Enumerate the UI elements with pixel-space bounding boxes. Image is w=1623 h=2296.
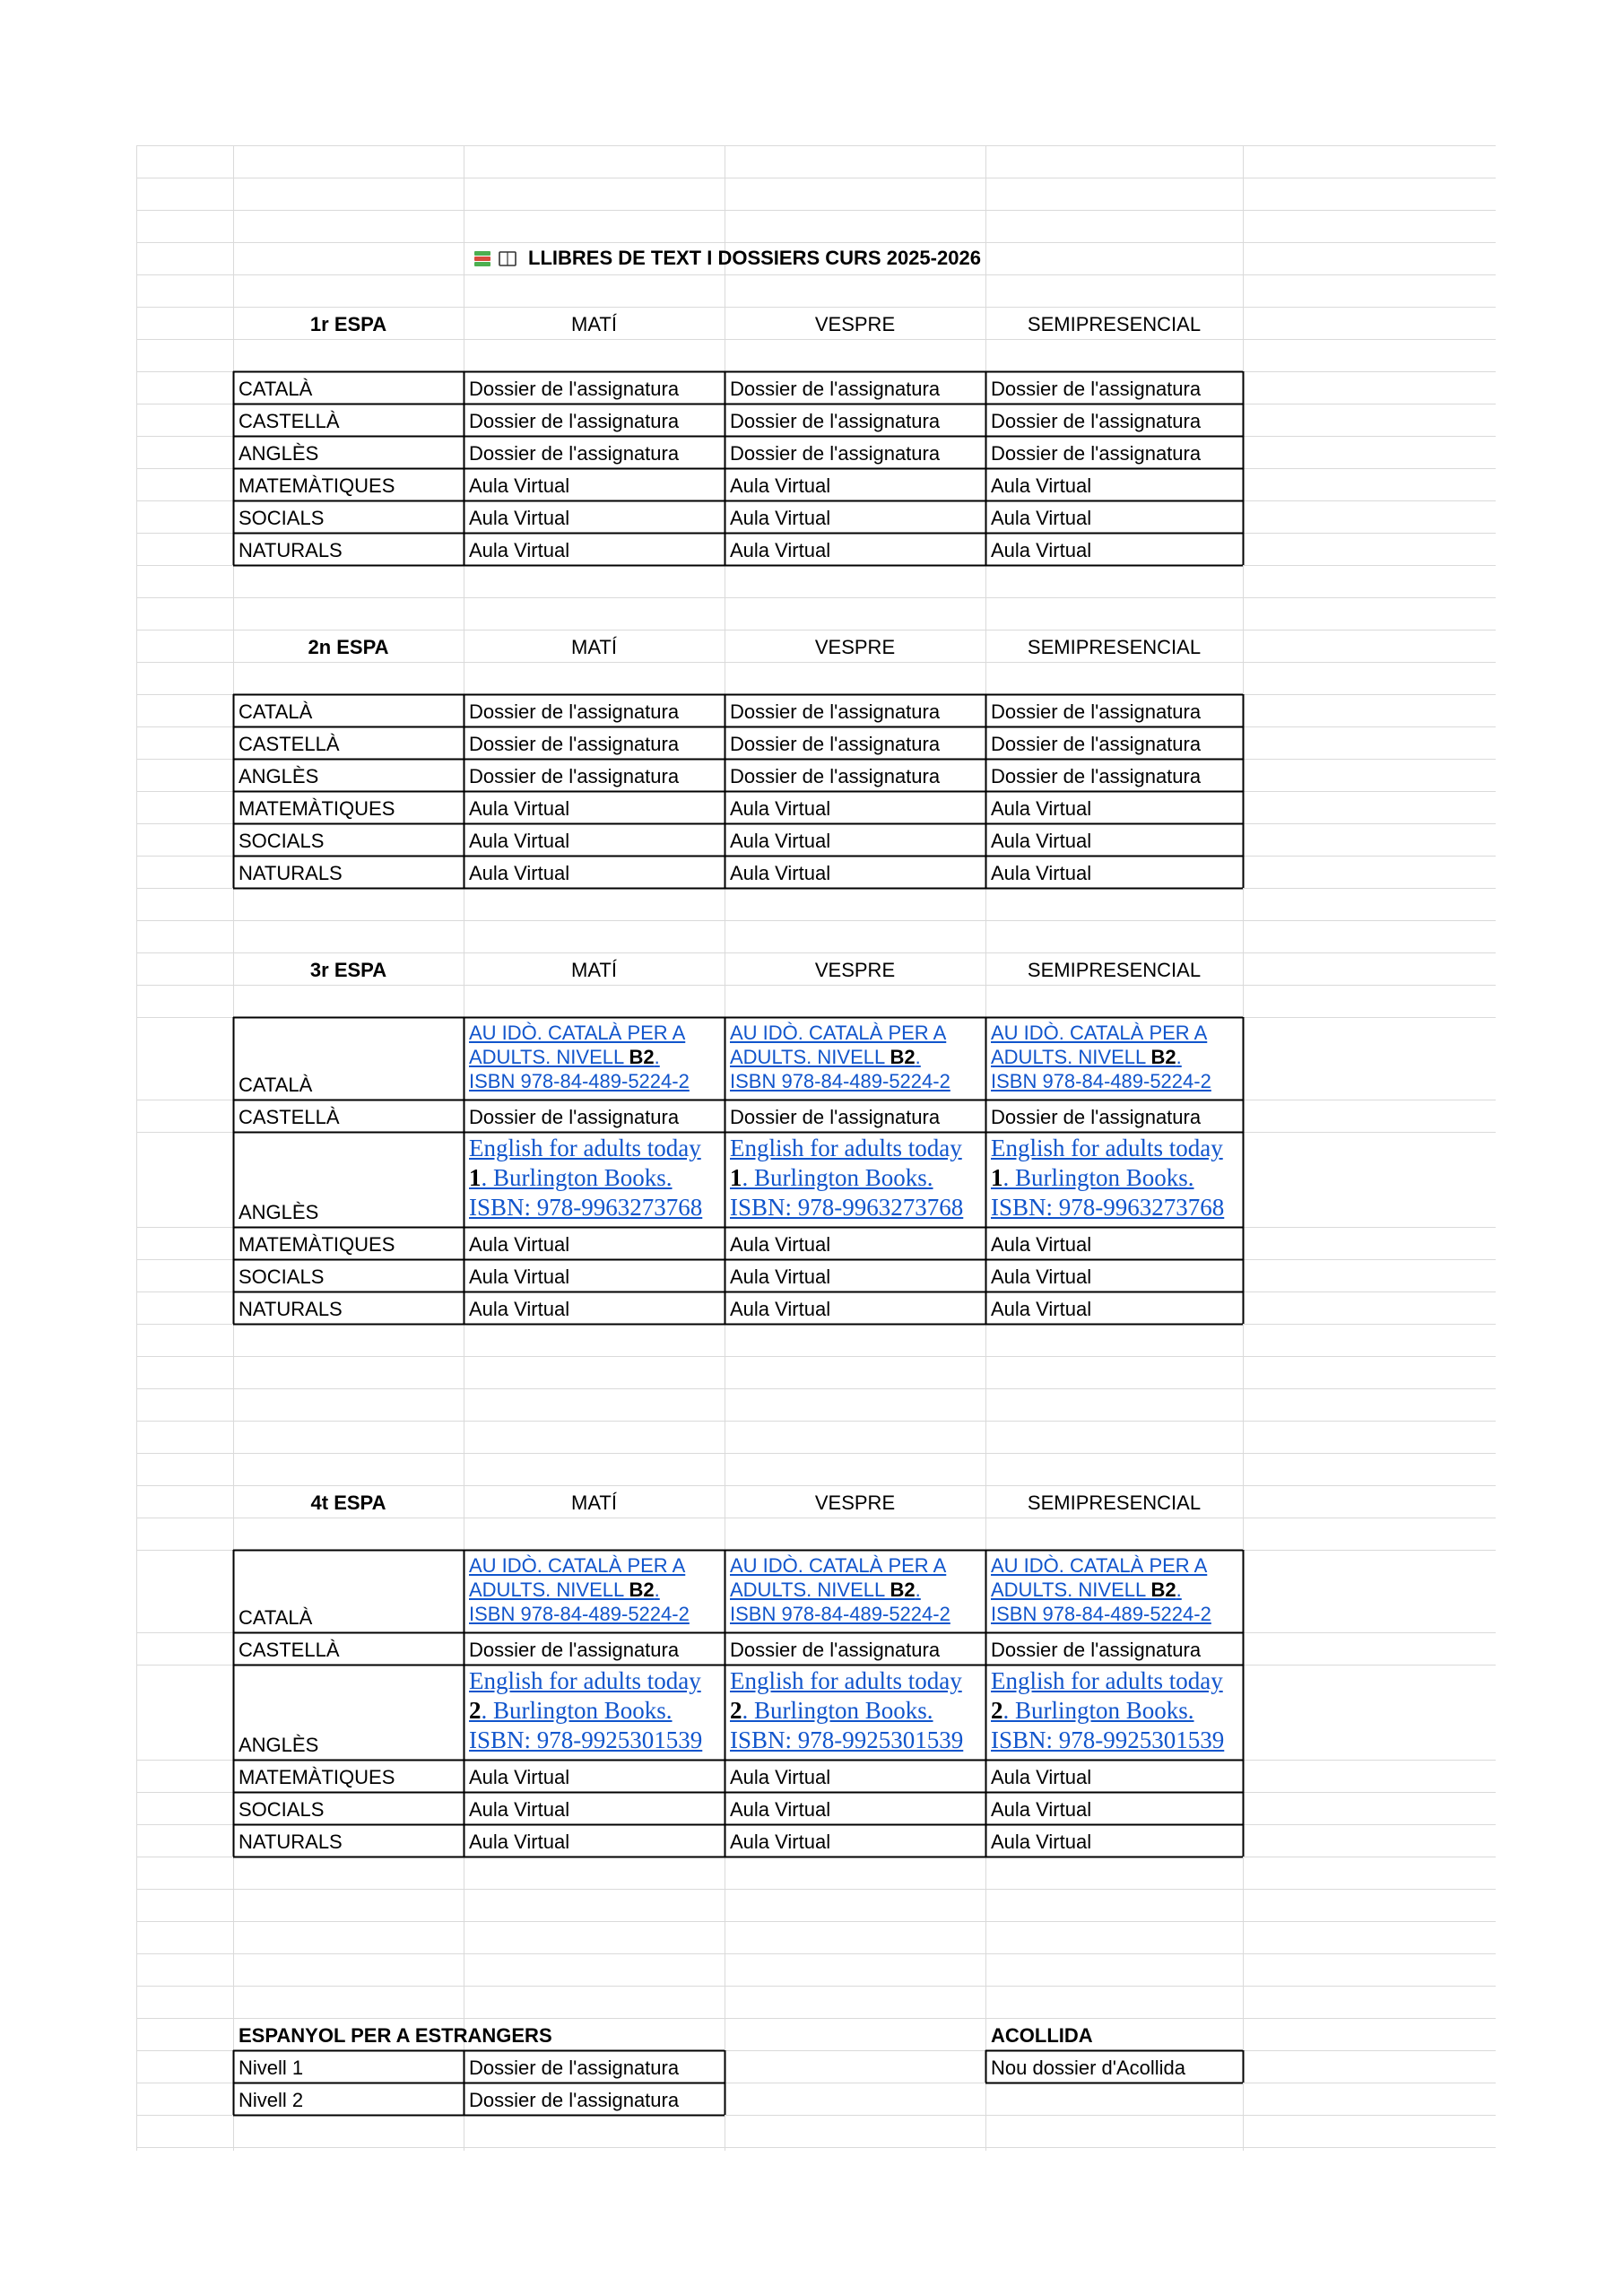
subject-label-text: NATURALS [239,1831,343,1853]
book-title-line: English for adults today [991,1135,1223,1161]
catala-book-link[interactable] [730,1021,984,1093]
column-header-vespre [725,952,985,985]
material-cell-text: Dossier de l'assignatura [991,378,1202,400]
material-cell-text: Aula Virtual [730,1798,831,1821]
material-cell [725,759,985,791]
column-header-semipresencial-text: SEMIPRESENCIAL [1027,1492,1202,1514]
material-cell-text: Aula Virtual [991,507,1092,529]
material-cell [725,404,985,436]
material-cell [464,2083,725,2115]
material-cell-text: Aula Virtual [469,474,570,497]
material-cell [985,1292,1243,1324]
material-cell [464,500,725,533]
material-cell [725,1227,985,1259]
material-cell [725,823,985,856]
material-cell-text: Aula Virtual [469,1798,570,1821]
acollida-cell [985,2050,1243,2083]
book-isbn-line: ISBN: 978-9925301539 [991,1726,1225,1753]
book-level-line: 2. Burlington Books. [991,1697,1194,1724]
material-cell [985,404,1243,436]
column-header-mati-text: MATÍ [571,636,617,658]
subject-label-text: SOCIALS [239,507,325,529]
book-title-line: AU IDÒ. CATALÀ PER A [730,1554,947,1577]
angles-book-link[interactable] [991,1134,1243,1222]
book-level-line: 1. Burlington Books. [469,1164,673,1191]
level-label-text: Nivell 2 [239,2089,304,2111]
material-cell [985,1227,1243,1259]
catala-book-link[interactable] [469,1553,723,1626]
subject-label-text: CATALÀ [239,700,313,723]
book-title-line: English for adults today [991,1667,1223,1694]
book-title-line: English for adults today [730,1667,962,1694]
section-title [233,630,464,662]
material-cell [464,759,725,791]
book-isbn-line: ISBN 978-84-489-5224-2 [730,1070,950,1092]
book-title-line: AU IDÒ. CATALÀ PER A [469,1022,686,1044]
material-cell [464,1292,725,1324]
material-cell [464,856,725,888]
material-cell [985,823,1243,856]
material-cell-text: Aula Virtual [730,830,831,852]
material-cell-text: Dossier de l'assignatura [469,765,680,787]
material-cell-text: Aula Virtual [469,830,570,852]
column-header-vespre-text: VESPRE [814,313,896,335]
subject-label-text: MATEMÀTIQUES [239,797,395,820]
book-title-line: English for adults today [469,1667,701,1694]
material-cell-text: Dossier de l'assignatura [469,700,680,723]
page-title [473,242,981,274]
column-header-mati-text: MATÍ [571,313,617,335]
subject-label-text: MATEMÀTIQUES [239,474,395,497]
material-cell-text: Aula Virtual [730,474,831,497]
book-isbn-line: ISBN 978-84-489-5224-2 [469,1603,690,1625]
material-cell-text: Dossier de l'assignatura [469,1639,680,1661]
catala-book-link[interactable] [469,1021,723,1093]
material-cell-text: Dossier de l'assignatura [991,1639,1202,1661]
book-isbn-line: ISBN: 978-9925301539 [730,1726,964,1753]
book-level-line: ADULTS. NIVELL B2. [991,1046,1182,1068]
espanyol-title-text: ESPANYOL PER A ESTRANGERS [239,2024,552,2047]
material-cell [725,533,985,565]
subject-label-text: CASTELLÀ [239,733,340,755]
subject-label [233,533,464,565]
material-cell-text: Aula Virtual [991,1831,1092,1853]
material-cell [464,533,725,565]
subject-label [233,856,464,888]
subject-label [233,1665,464,1760]
book-isbn-line: ISBN 978-84-489-5224-2 [730,1603,950,1625]
material-cell [985,371,1243,404]
material-cell-text: Aula Virtual [991,862,1092,884]
acollida-title [985,2018,1243,2050]
material-cell-text: Aula Virtual [469,797,570,820]
material-cell [725,1100,985,1132]
material-cell [725,856,985,888]
material-cell-text: Aula Virtual [730,862,831,884]
section-title-text: 1r ESPA [309,313,387,335]
section-title [233,1485,464,1518]
material-cell-text: Dossier de l'assignatura [730,733,941,755]
material-cell [985,1760,1243,1792]
material-cell [725,694,985,726]
material-cell-text: Aula Virtual [730,1298,831,1320]
subject-label-text: CASTELLÀ [239,1106,340,1128]
material-cell [985,1259,1243,1292]
subject-label [233,791,464,823]
column-header-mati-text: MATÍ [571,1492,617,1514]
subject-label [233,1259,464,1292]
subject-label-text: NATURALS [239,862,343,884]
material-cell-text: Dossier de l'assignatura [730,765,941,787]
subject-label [233,759,464,791]
book-title-line: AU IDÒ. CATALÀ PER A [991,1022,1208,1044]
book-isbn-line: ISBN: 978-9963273768 [469,1194,703,1221]
material-cell [464,468,725,500]
subject-label [233,1292,464,1324]
material-cell-text: Aula Virtual [991,1798,1092,1821]
section-title-text: 3r ESPA [309,959,387,981]
material-cell-text: Aula Virtual [469,1265,570,1288]
book-level-line: 1. Burlington Books. [991,1164,1194,1191]
material-cell-text: Aula Virtual [469,1298,570,1320]
material-cell [725,436,985,468]
subject-label-text: ANGLÈS [239,765,319,787]
material-cell-text: Aula Virtual [730,1831,831,1853]
book-title-line: English for adults today [469,1135,701,1161]
catala-book-link[interactable] [730,1553,984,1626]
material-cell [725,371,985,404]
material-cell-text: Aula Virtual [730,1265,831,1288]
material-cell [725,1760,985,1792]
level-label [233,2083,464,2115]
material-cell-text: Aula Virtual [730,507,831,529]
subject-label [233,1792,464,1824]
material-cell [725,1292,985,1324]
subject-label-text: MATEMÀTIQUES [239,1766,395,1788]
material-cell-text: Aula Virtual [469,862,570,884]
column-header-vespre [725,1485,985,1518]
section-title-text: 4t ESPA [310,1492,386,1514]
angles-book-link[interactable] [469,1666,725,1755]
material-cell [725,726,985,759]
material-cell-text: Dossier de l'assignatura [730,378,941,400]
material-cell-text: Dossier de l'assignatura [469,378,680,400]
column-header-semipresencial [985,1485,1243,1518]
material-cell [725,1632,985,1665]
subject-label-text: NATURALS [239,1298,343,1320]
material-cell [985,726,1243,759]
material-cell [985,500,1243,533]
material-cell [725,791,985,823]
angles-book-link[interactable] [991,1666,1243,1755]
subject-label-text: CATALÀ [239,378,313,400]
book-isbn-line: ISBN 978-84-489-5224-2 [991,1603,1211,1625]
acollida-title-text: ACOLLIDA [991,2024,1093,2047]
column-header-semipresencial-text: SEMIPRESENCIAL [1027,959,1202,981]
subject-label-text: ANGLÈS [239,1734,319,1756]
column-header-vespre [725,630,985,662]
material-cell-text: Dossier de l'assignatura [991,733,1202,755]
subject-label-text: SOCIALS [239,830,325,852]
material-cell [464,371,725,404]
column-header-vespre-text: VESPRE [814,1492,896,1514]
material-cell [464,1792,725,1824]
material-cell [464,1100,725,1132]
open-book-icon [498,248,517,268]
material-cell-text: Aula Virtual [469,539,570,561]
column-header-vespre-text: VESPRE [814,959,896,981]
column-header-mati [464,1485,725,1518]
book-isbn-line: ISBN 978-84-489-5224-2 [469,1070,690,1092]
material-cell-text: Aula Virtual [991,1265,1092,1288]
column-header-mati [464,307,725,339]
subject-label [233,1760,464,1792]
subject-label-text: CASTELLÀ [239,410,340,432]
angles-book-link[interactable] [730,1134,985,1222]
angles-book-link[interactable] [469,1134,725,1222]
book-level-line: 2. Burlington Books. [469,1697,673,1724]
material-cell-text: Aula Virtual [730,1233,831,1256]
material-cell-text: Aula Virtual [991,1298,1092,1320]
material-cell [985,694,1243,726]
material-cell-text: Dossier de l'assignatura [991,410,1202,432]
book-level-line: ADULTS. NIVELL B2. [469,1046,660,1068]
column-header-vespre [725,307,985,339]
spreadsheet [136,145,1496,2151]
column-header-semipresencial [985,307,1243,339]
book-title-line: AU IDÒ. CATALÀ PER A [469,1554,686,1577]
material-cell-text: Dossier de l'assignatura [730,1106,941,1128]
column-header-vespre-text: VESPRE [814,636,896,658]
subject-label [233,726,464,759]
book-level-line: ADULTS. NIVELL B2. [730,1046,921,1068]
material-cell [985,1100,1243,1132]
page-title-text: LLIBRES DE TEXT I DOSSIERS CURS 2025-2026 [528,247,981,269]
material-cell [985,1632,1243,1665]
material-cell [464,791,725,823]
material-cell-text: Dossier de l'assignatura [469,442,680,465]
material-cell-text: Dossier de l'assignatura [469,410,680,432]
material-cell [725,500,985,533]
subject-label-text: NATURALS [239,539,343,561]
subject-label [233,1824,464,1857]
subject-label [233,1550,464,1632]
book-isbn-line: ISBN: 978-9963273768 [730,1194,964,1221]
angles-book-link[interactable] [730,1666,985,1755]
subject-label [233,823,464,856]
subject-label-text: CATALÀ [239,1606,313,1629]
material-cell-text: Dossier de l'assignatura [991,765,1202,787]
subject-label-text: SOCIALS [239,1265,325,1288]
material-cell [464,1227,725,1259]
subject-label [233,436,464,468]
material-cell-text: Aula Virtual [730,797,831,820]
material-cell-text: Dossier de l'assignatura [730,1639,941,1661]
material-cell [985,856,1243,888]
material-cell-text: Aula Virtual [469,1766,570,1788]
material-cell [985,533,1243,565]
column-header-semipresencial-text: SEMIPRESENCIAL [1027,313,1202,335]
material-cell-text: Aula Virtual [991,830,1092,852]
material-cell [725,1792,985,1824]
books-icon [473,248,492,268]
level-label [233,2050,464,2083]
material-cell-text: Dossier de l'assignatura [730,442,941,465]
material-cell [985,468,1243,500]
material-cell-text: Dossier de l'assignatura [469,2057,680,2079]
material-cell-text: Dossier de l'assignatura [469,733,680,755]
catala-book-link[interactable] [991,1021,1241,1093]
subject-label-text: SOCIALS [239,1798,325,1821]
material-cell [985,1792,1243,1824]
material-cell [464,1824,725,1857]
book-title-line: English for adults today [730,1135,962,1161]
book-isbn-line: ISBN 978-84-489-5224-2 [991,1070,1211,1092]
material-cell-text: Dossier de l'assignatura [991,1106,1202,1128]
material-cell [985,1824,1243,1857]
material-cell [725,1259,985,1292]
subject-label [233,371,464,404]
material-cell-text: Dossier de l'assignatura [730,700,941,723]
subject-label [233,468,464,500]
material-cell [464,2050,725,2083]
column-header-mati [464,952,725,985]
book-isbn-line: ISBN: 978-9925301539 [469,1726,703,1753]
column-header-semipresencial [985,630,1243,662]
subject-label-text: ANGLÈS [239,442,319,465]
subject-label [233,404,464,436]
material-cell-text: Aula Virtual [730,539,831,561]
section-title [233,952,464,985]
subject-label-text: CATALÀ [239,1074,313,1096]
espanyol-title [233,2018,725,2050]
book-level-line: ADULTS. NIVELL B2. [469,1578,660,1601]
subject-label-text: ANGLÈS [239,1201,319,1223]
acollida-cell-text: Nou dossier d'Acollida [991,2057,1185,2079]
material-cell-text: Aula Virtual [469,1831,570,1853]
subject-label [233,1227,464,1259]
subject-label [233,1017,464,1100]
material-cell [464,726,725,759]
material-cell-text: Dossier de l'assignatura [469,1106,680,1128]
subject-label [233,1632,464,1665]
material-cell [464,823,725,856]
subject-label [233,694,464,726]
material-cell-text: Aula Virtual [991,1233,1092,1256]
column-header-semipresencial [985,952,1243,985]
material-cell [725,468,985,500]
level-label-text: Nivell 1 [239,2057,304,2079]
material-cell-text: Aula Virtual [991,474,1092,497]
book-level-line: ADULTS. NIVELL B2. [991,1578,1182,1601]
material-cell-text: Aula Virtual [469,507,570,529]
material-cell-text: Aula Virtual [730,1766,831,1788]
material-cell-text: Dossier de l'assignatura [730,410,941,432]
book-title-line: AU IDÒ. CATALÀ PER A [991,1554,1208,1577]
catala-book-link[interactable] [991,1553,1241,1626]
material-cell [985,759,1243,791]
material-cell [464,1259,725,1292]
material-cell [464,404,725,436]
material-cell-text: Aula Virtual [469,1233,570,1256]
subject-label [233,1132,464,1227]
material-cell-text: Dossier de l'assignatura [991,442,1202,465]
book-level-line: ADULTS. NIVELL B2. [730,1578,921,1601]
subject-label-text: CASTELLÀ [239,1639,340,1661]
material-cell-text: Dossier de l'assignatura [469,2089,680,2111]
subject-label [233,500,464,533]
material-cell-text: Dossier de l'assignatura [991,700,1202,723]
material-cell [464,1760,725,1792]
material-cell-text: Aula Virtual [991,797,1092,820]
book-level-line: 2. Burlington Books. [730,1697,933,1724]
column-header-semipresencial-text: SEMIPRESENCIAL [1027,636,1202,658]
column-header-mati-text: MATÍ [571,959,617,981]
book-isbn-line: ISBN: 978-9963273768 [991,1194,1225,1221]
material-cell [464,694,725,726]
material-cell [725,1824,985,1857]
material-cell [985,436,1243,468]
material-cell-text: Aula Virtual [991,1766,1092,1788]
book-level-line: 1. Burlington Books. [730,1164,933,1191]
material-cell [464,436,725,468]
subject-label [233,1100,464,1132]
column-header-mati [464,630,725,662]
material-cell [464,1632,725,1665]
section-title [233,307,464,339]
material-cell [985,791,1243,823]
book-title-line: AU IDÒ. CATALÀ PER A [730,1022,947,1044]
subject-label-text: MATEMÀTIQUES [239,1233,395,1256]
material-cell-text: Aula Virtual [991,539,1092,561]
section-title-text: 2n ESPA [308,636,389,658]
